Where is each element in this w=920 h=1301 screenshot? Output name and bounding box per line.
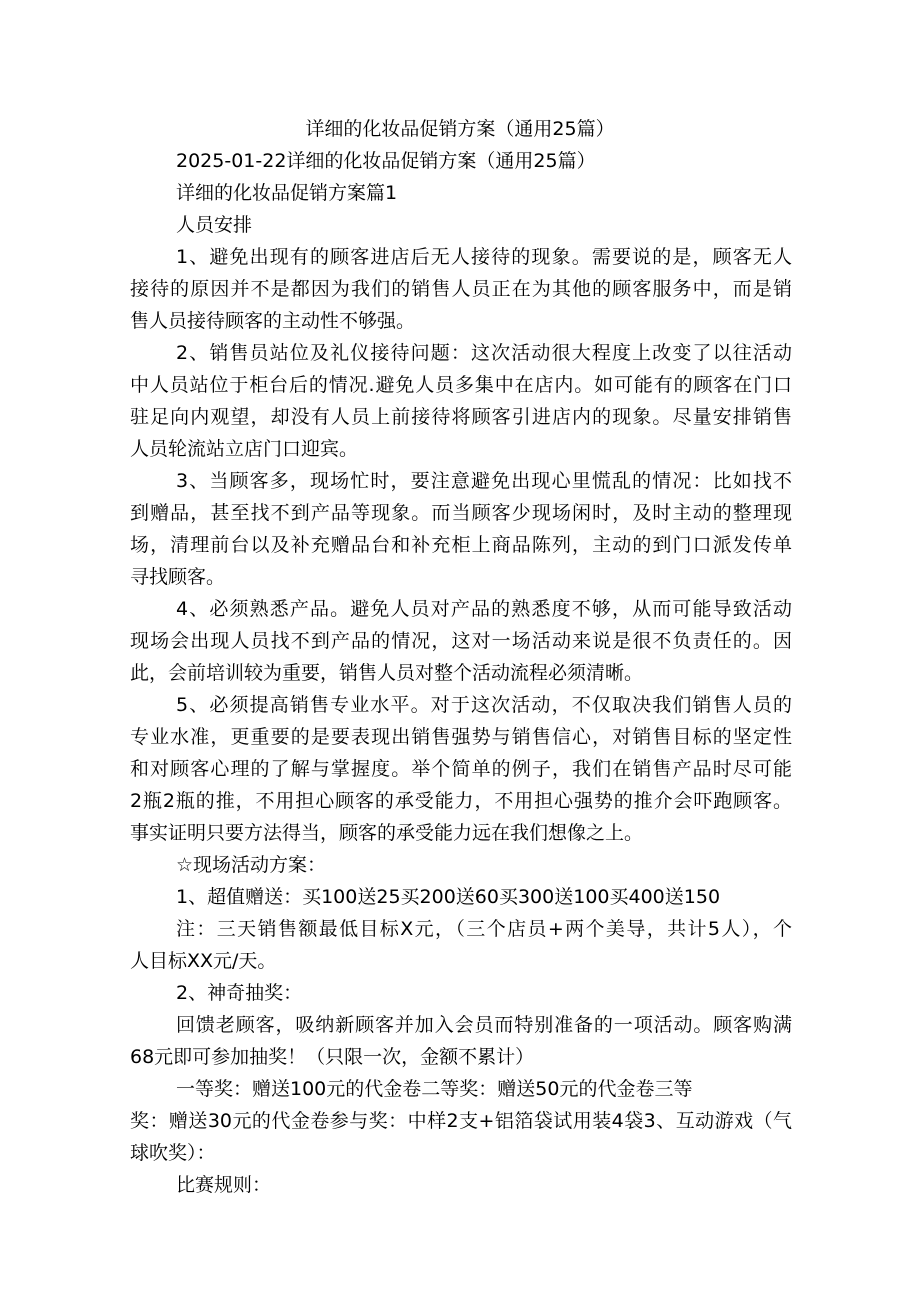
paragraph-line: 回馈老顾客，吸纳新顾客并加入会员而特别准备的一项活动。顾客购满	[176, 1014, 792, 1036]
paragraph-line: 2、神奇抽奖：	[176, 982, 303, 1004]
paragraph-line: 人目标XX元/天。	[130, 950, 277, 972]
paragraph-line: 1、超值赠送：买100送25买200送60买300送100买400送150	[176, 886, 721, 908]
subsection-heading: 人员安排	[176, 214, 253, 236]
paragraph-line: 现场会出现人员找不到产品的情况，这对一场活动来说是很不负责任的。因	[130, 630, 792, 652]
activity-heading: ☆现场活动方案：	[176, 854, 327, 876]
paragraph-line: 68元即可参加抽奖！（只限一次，金额不累计）	[130, 1046, 535, 1068]
section-heading: 详细的化妆品促销方案篇1	[176, 182, 398, 204]
paragraph-line: 专业水准，更重要的是要表现出销售强势与销售信心，对销售目标的坚定性	[130, 726, 792, 748]
paragraph-line: 场，清理前台以及补充赠品台和补充柜上商品陈列，主动的到门口派发传单	[130, 534, 792, 556]
paragraph-line: 寻找顾客。	[130, 566, 226, 588]
paragraph-line: 5、必须提高销售专业水平。对于这次活动，不仅取决我们销售人员的	[176, 694, 792, 716]
paragraph-line: 2瓶2瓶的推，不用担心顾客的承受能力，不用担心强势的推介会吓跑顾客。	[130, 790, 792, 812]
paragraph-line: 2、销售员站位及礼仪接待问题：这次活动很大程度上改变了以往活动	[176, 342, 792, 364]
paragraph-line: 接待的原因并不是都因为我们的销售人员正在为其他的顾客服务中，而是销	[130, 278, 792, 300]
paragraph-line: 注：三天销售额最低目标X元，（三个店员+两个美导，共计5人），个	[176, 918, 792, 940]
paragraph-line: 中人员站位于柜台后的情况.避免人员多集中在店内。如可能有的顾客在门口	[130, 374, 792, 396]
paragraph-line: 售人员接待顾客的主动性不够强。	[130, 310, 416, 332]
paragraph-line: 和对顾客心理的了解与掌握度。举个简单的例子，我们在销售产品时尽可能	[130, 758, 792, 780]
paragraph-line: 奖：赠送30元的代金卷参与奖：中样2支+铝箔袋试用装4袋3、互动游戏（气	[130, 1110, 792, 1132]
paragraph-line: 到赠品，甚至找不到产品等现象。而当顾客少现场闲时，及时主动的整理现	[130, 502, 792, 524]
paragraph-line: 事实证明只要方法得当，顾客的承受能力远在我们想像之上。	[130, 822, 644, 844]
paragraph-line: 3、当顾客多，现场忙时，要注意避免出现心里慌乱的情况：比如找不	[176, 470, 792, 492]
paragraph-line: 人员轮流站立店门口迎宾。	[130, 438, 359, 460]
paragraph-line: 此，会前培训较为重要，销售人员对整个活动流程必须清晰。	[130, 662, 644, 684]
document-title: 详细的化妆品促销方案（通用25篇）	[305, 118, 615, 140]
paragraph-line: 球吹奖）：	[130, 1142, 216, 1164]
paragraph-line: 比赛规则：	[176, 1174, 272, 1196]
paragraph-line: 1、避免出现有的顾客进店后无人接待的现象。需要说的是，顾客无人	[176, 246, 792, 268]
paragraph-line: 4、必须熟悉产品。避免人员对产品的熟悉度不够，从而可能导致活动	[176, 598, 792, 620]
paragraph-line: 驻足向内观望，却没有人员上前接待将顾客引进店内的现象。尽量安排销售	[130, 406, 792, 428]
paragraph-line: 一等奖：赠送100元的代金卷二等奖：赠送50元的代金卷三等	[176, 1078, 693, 1100]
date-heading: 2025-01-22详细的化妆品促销方案（通用25篇）	[176, 150, 596, 172]
